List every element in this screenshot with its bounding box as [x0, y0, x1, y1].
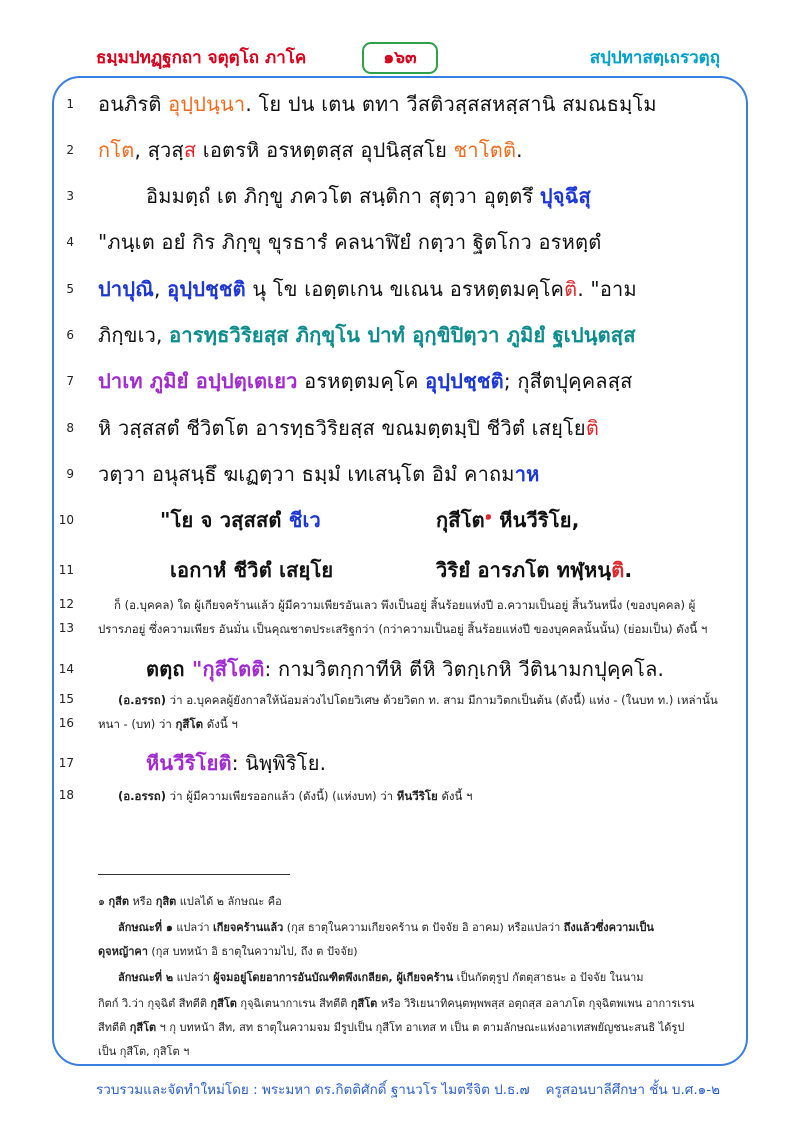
footnote-line: กิตก์ วิ.ว่า กุจฺฉิตํ สีทตีติ กุสีโต กุจฺฉิเตนากาเรน สีทตีติ กุสีโต หรือ วิริเยนาทิคนฺตพฺพพสฺส อตฺถสฺส อลาภโต กุจฺฉิตพเพน อาการเรน — [98, 997, 695, 1010]
text-line: "ภนฺเต อยํ กิร ภิกฺขุ ขุรธารํ คลนาฬิยํ กตฺวา ฐิตโกว อรหตฺตํ — [98, 230, 602, 254]
translation-line: หนา - (บท) ว่า กุสีโต ดังนี้ ฯ — [98, 717, 238, 731]
line-number: 18 — [58, 788, 74, 802]
footer-course: ครูสอนบาลีศึกษา ชั้น บ.ศ.๑-๒ — [545, 1082, 720, 1098]
line-number: 12 — [58, 597, 74, 611]
line-number: 17 — [58, 756, 74, 770]
text-line: ภิกฺขเว, อารทฺธวิริยสฺส ภิกฺขุโน ปาทํ อุกฺขิปิตฺวา ภูมิยํ ฐเปนฺตสฺส — [98, 323, 636, 347]
line-number: 11 — [58, 563, 74, 577]
line-number: 14 — [58, 662, 74, 676]
text-line: หีนวีริโยติ: นิพฺพิริโย. — [146, 751, 327, 775]
line-number: 6 — [66, 328, 74, 342]
line-number: 16 — [58, 716, 74, 730]
verse-line-1a: "โย จ วสฺสสตํ ชีเว — [160, 508, 321, 532]
header-book-title: ธมฺมปทฏฺฐกถา จตุตฺโถ ภาโค — [96, 48, 307, 68]
verse-line-2b: วิริยํ อารภโต ทฬฺหนฺติ. — [436, 558, 633, 582]
line-number: 7 — [66, 374, 74, 388]
text-line: อนภิรติ อุปฺปนฺนา. โย ปน เตน ตทา วีสติวสฺสสหสฺสานิ สมณธมฺโม — [98, 92, 657, 116]
text-line: อิมมตฺถํ เต ภิกฺขู ภควโต สนฺติกา สุตฺวา อุตฺตรึ ปุจฺฉึสุ — [146, 184, 591, 208]
line-number: 9 — [66, 467, 74, 481]
text-line: ตตฺถ "กุสีโตติ: กามวิตกฺกาทีหิ ตีหิ วิตกฺเกหิ วีตินามกปุคฺคโล. — [146, 657, 665, 681]
line-number: 5 — [66, 282, 74, 296]
line-number: 3 — [66, 189, 74, 203]
line-number: 15 — [58, 692, 74, 706]
footnote-marker: ๑ — [484, 509, 493, 523]
line-number: 13 — [58, 621, 74, 635]
text-line: กโต, สฺวสฺส เอตรหิ อรหตฺตสฺส อุปนิสฺสโย ชาโตติ. — [98, 138, 523, 162]
footnote-line: ลักษณะที่ ๒ แปลว่า ผู้จมอยู่โดยอาการอันบัณฑิตพึงเกลียด, ผู้เกียจคร้าน เป็นกัตตุรูป กัตตุสาธนะ อ ปัจจัย ในนาม — [118, 971, 644, 984]
translation-line: ก็ (อ.บุคคล) ใด ผู้เกียจคร้านแล้ว ผู้มีความเพียรอันเลว พึงเป็นอยู่ สิ้นร้อยแห่งปี อ.ความเป็นอยู่ สิ้นวันหนึ่ง (ของบุคคล) ผู้ — [114, 598, 696, 612]
verse-line-1b: กุสีโต$^๑$ หีนวีริโย, — [436, 508, 580, 532]
footnote-line: ๑ กุสีต หรือ กุสิต แปลได้ ๒ ลักษณะ คือ — [98, 895, 282, 908]
page-number-badge: ๑๖๓ — [362, 42, 438, 74]
footnote-line: ลักษณะที่ ๑ แปลว่า เกียจคร้านแล้ว (กุส ธาตุในความเกียจคร้าน ต ปัจจัย อิ อาคม) หรือแปลว่า ถึงแล้วซึ่งความเป็น — [118, 921, 654, 934]
text-line: หิ วสฺสสตํ ชีวิตโต อารทฺธวิริยสฺส ขณมตฺตมฺปิ ชีวิตํ เสยฺโยติ — [98, 416, 600, 440]
line-number: 2 — [66, 143, 74, 157]
translation-line: ปรารภอยู่ ซึ่งความเพียร อันมั่น เป็นคุณชาตประเสริฐกว่า (กว่าความเป็นอยู่ สิ้นร้อยแห่งปี ของบุคคลนั้นนั้น) (ย่อมเป็น) ดังนี้ ฯ — [98, 622, 708, 636]
text-line: ปาเท ภูมิยํ อปฺปตฺเตเยว อรหตฺตมคฺโค อุปฺปชฺชติ; กุสีตปุคฺคลสฺส — [98, 369, 633, 393]
footer-author: รวบรวมและจัดทำใหม่โดย : พระมหา ดร.กิตติศักดิ์ ฐานวโร ไมตรีจิต ป.ธ.๗ — [96, 1082, 530, 1098]
line-number: 1 — [66, 97, 74, 111]
header-story-title: สปฺปทาสตฺเถรวตฺถุ — [589, 48, 720, 68]
footnote-line: สีทตีติ กุสีโต ฯ กุ บทหน้า สีท, สท ธาตุในความจม มีรูปเป็น กุสีโท อาเทส ท เป็น ต ตามลักษณะแห่งอาเทสพยัญชนะสนธิ ได้รูป — [98, 1021, 685, 1034]
footnote-line: ดุจหญ้าคา (กุส บทหน้า อิ ธาตุในความไป, ถึง ต ปัจจัย) — [98, 945, 358, 958]
translation-line: (อ.อรรถ) ว่า ผู้มีความเพียรออกแล้ว (ดังนี้) (แห่งบท) ว่า หีนวีริโย ดังนี้ ฯ — [118, 789, 473, 803]
line-number: 4 — [66, 235, 74, 249]
footnote-line: เป็น กุสีโต, กุสิโต ฯ — [98, 1045, 190, 1058]
line-number: 10 — [58, 513, 74, 527]
translation-line: (อ.อรรถ) ว่า อ.บุคคลผู้ยังกาลให้น้อมล่วงไปโดยวิเศษ ด้วยวิตก ท. สาม มีกามวิตกเป็นต้น (ดังนี้) แห่ง - (ในบท ท.) เหล่านั้น — [118, 693, 718, 707]
line-number: 8 — [66, 421, 74, 435]
text-line: วตฺวา อนุสนฺธึ ฆเฏตฺวา ธมฺมํ เทเสนฺโต อิมํ คาถมาห — [98, 462, 540, 486]
verse-line-2a: เอกาหํ ชีวิตํ เสยฺโย — [170, 558, 334, 582]
footnote-separator — [98, 874, 290, 875]
text-line: ปาปุณิ, อุปฺปชฺชติ นุ โข เอตฺตเกน ขเณน อรหตฺตมคฺโคติ. "อาม — [98, 277, 637, 301]
